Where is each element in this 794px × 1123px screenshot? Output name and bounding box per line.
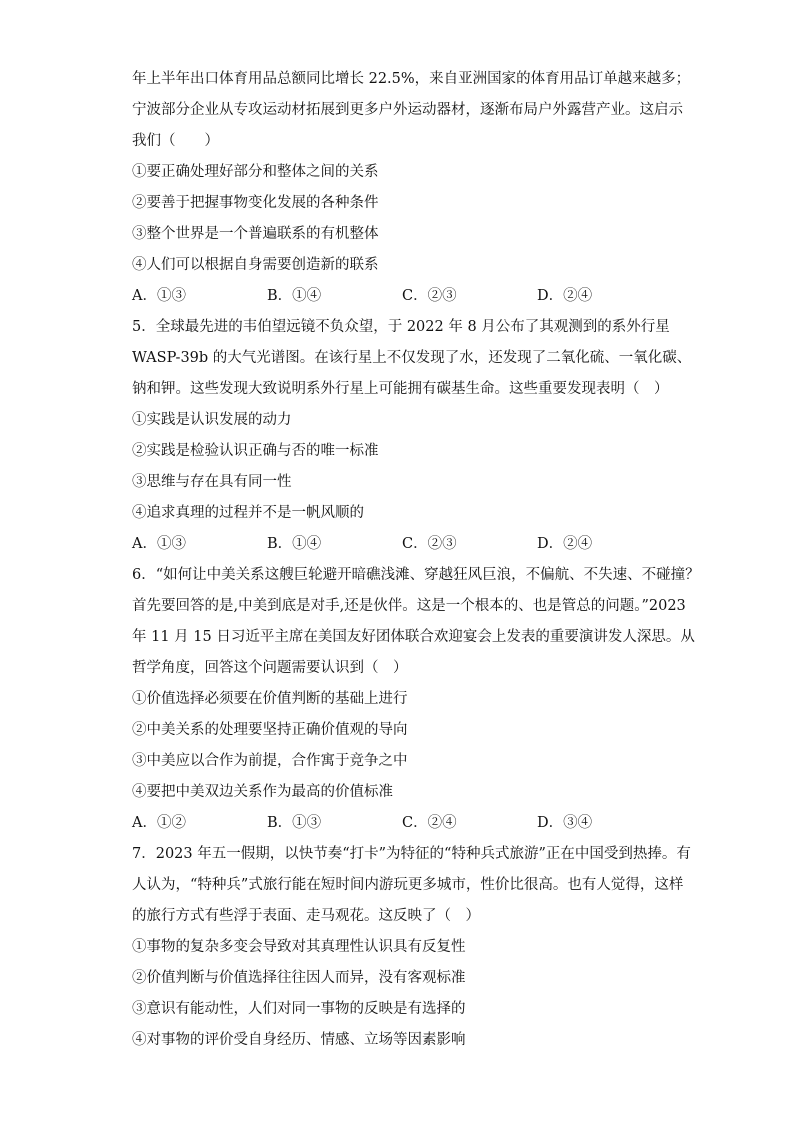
question-stem-line: 宁波部分企业从专攻运动材拓展到更多户外运动器材，逐渐布局户外露营产业。这启示 (132, 102, 683, 118)
statement-option: ②要善于把握事物变化发展的各种条件 (132, 195, 379, 211)
statement-option: ②价值判断与价值选择往往因人而异，没有客观标准 (132, 970, 466, 986)
statement-option: ④追求真理的过程并不是一帆风顺的 (132, 505, 364, 521)
statement-option: ③中美应以合作为前提，合作寓于竞争之中 (132, 753, 408, 769)
choice-a[interactable]: A．①③ (132, 536, 186, 552)
question-stem-line: 6．“如何让中美关系这艘巨轮避开暗礁浅滩、穿越狂风巨浪，不偏航、不失速、不碰撞？ (132, 567, 700, 583)
choice-b[interactable]: B．①④ (267, 288, 322, 304)
statement-option: ③思维与存在具有同一性 (132, 474, 292, 490)
question-7 (132, 839, 691, 1056)
question-4 (132, 64, 691, 312)
statement-option: ④人们可以根据自身需要创造新的联系 (132, 257, 379, 273)
choice-c[interactable]: C．②③ (402, 288, 457, 304)
question-stem-line: 年 11 月 15 日习近平主席在美国友好团体联合欢迎宴会上发表的重要演讲发人深思。从 (132, 629, 695, 645)
statement-option: ②实践是检验认识正确与否的唯一标准 (132, 443, 379, 459)
choice-b[interactable]: B．①④ (267, 536, 322, 552)
question-stem-line: 我们（ ） (132, 133, 219, 149)
choice-b[interactable]: B．①③ (267, 815, 322, 831)
question-stem-line: 7．2023 年五一假期，以快节奏“打卡”为特征的“特种兵式旅游”正在中国受到热捧。有 (132, 846, 691, 862)
statement-option: ①事物的复杂多变会导致对其真理性认识具有反复性 (132, 939, 466, 955)
question-stem-line: 哲学角度，回答这个问题需要认识到（ ） (132, 660, 408, 676)
statement-option: ③整个世界是一个普遍联系的有机整体 (132, 226, 379, 242)
statement-option: ④对事物的评价受自身经历、情感、立场等因素影响 (132, 1032, 466, 1048)
statement-option: ②中美关系的处理要坚持正确价值观的导向 (132, 722, 408, 738)
statement-option: ①要正确处理好部分和整体之间的关系 (132, 164, 379, 180)
choice-d[interactable]: D．②④ (537, 536, 593, 552)
choice-a[interactable]: A．①③ (132, 288, 186, 304)
question-stem-line: 人认为，“特种兵”式旅行能在短时间内游玩更多城市，性价比很高。也有人觉得，这样 (132, 877, 684, 893)
answer-choices (132, 529, 672, 560)
statement-option: ①实践是认识发展的动力 (132, 412, 292, 428)
choice-c[interactable]: C．②③ (402, 536, 457, 552)
question-stem-line: 钠和钾。这些发现大致说明系外行星上可能拥有碳基生命。这些重要发现表明（ ） (132, 381, 669, 397)
statement-option: ③意识有能动性，人们对同一事物的反映是有选择的 (132, 1001, 466, 1017)
choice-d[interactable]: D．③④ (537, 815, 593, 831)
question-stem-line: 首先要回答的是,中美到底是对手,还是伙伴。这是一个根本的、也是管总的问题。”2023 (132, 598, 686, 614)
answer-choices (132, 281, 672, 312)
choice-c[interactable]: C．②④ (402, 815, 457, 831)
choice-d[interactable]: D．②④ (537, 288, 593, 304)
question-stem-line: WASP-39b 的大气光谱图。在该行星上不仅发现了水，还发现了二氧化硫、一氧化碳、 (132, 350, 692, 366)
question-stem-line: 5．全球最先进的韦伯望远镜不负众望，于 2022 年 8 月公布了其观测到的系外行星 (132, 319, 670, 335)
question-stem-line: 的旅行方式有些浮于表面、走马观花。这反映了（ ） (132, 908, 480, 924)
question-stem-line: 年上半年出口体育用品总额同比增长 22.5%，来自亚洲国家的体育用品订单越来越多； (132, 71, 691, 87)
question-6 (132, 560, 700, 839)
question-5 (132, 312, 692, 560)
statement-option: ④要把中美双边关系作为最高的价值标准 (132, 784, 393, 800)
choice-a[interactable]: A．①② (132, 815, 186, 831)
page-content (132, 64, 700, 1056)
statement-option: ①价值选择必须要在价值判断的基础上进行 (132, 691, 408, 707)
answer-choices (132, 808, 672, 839)
